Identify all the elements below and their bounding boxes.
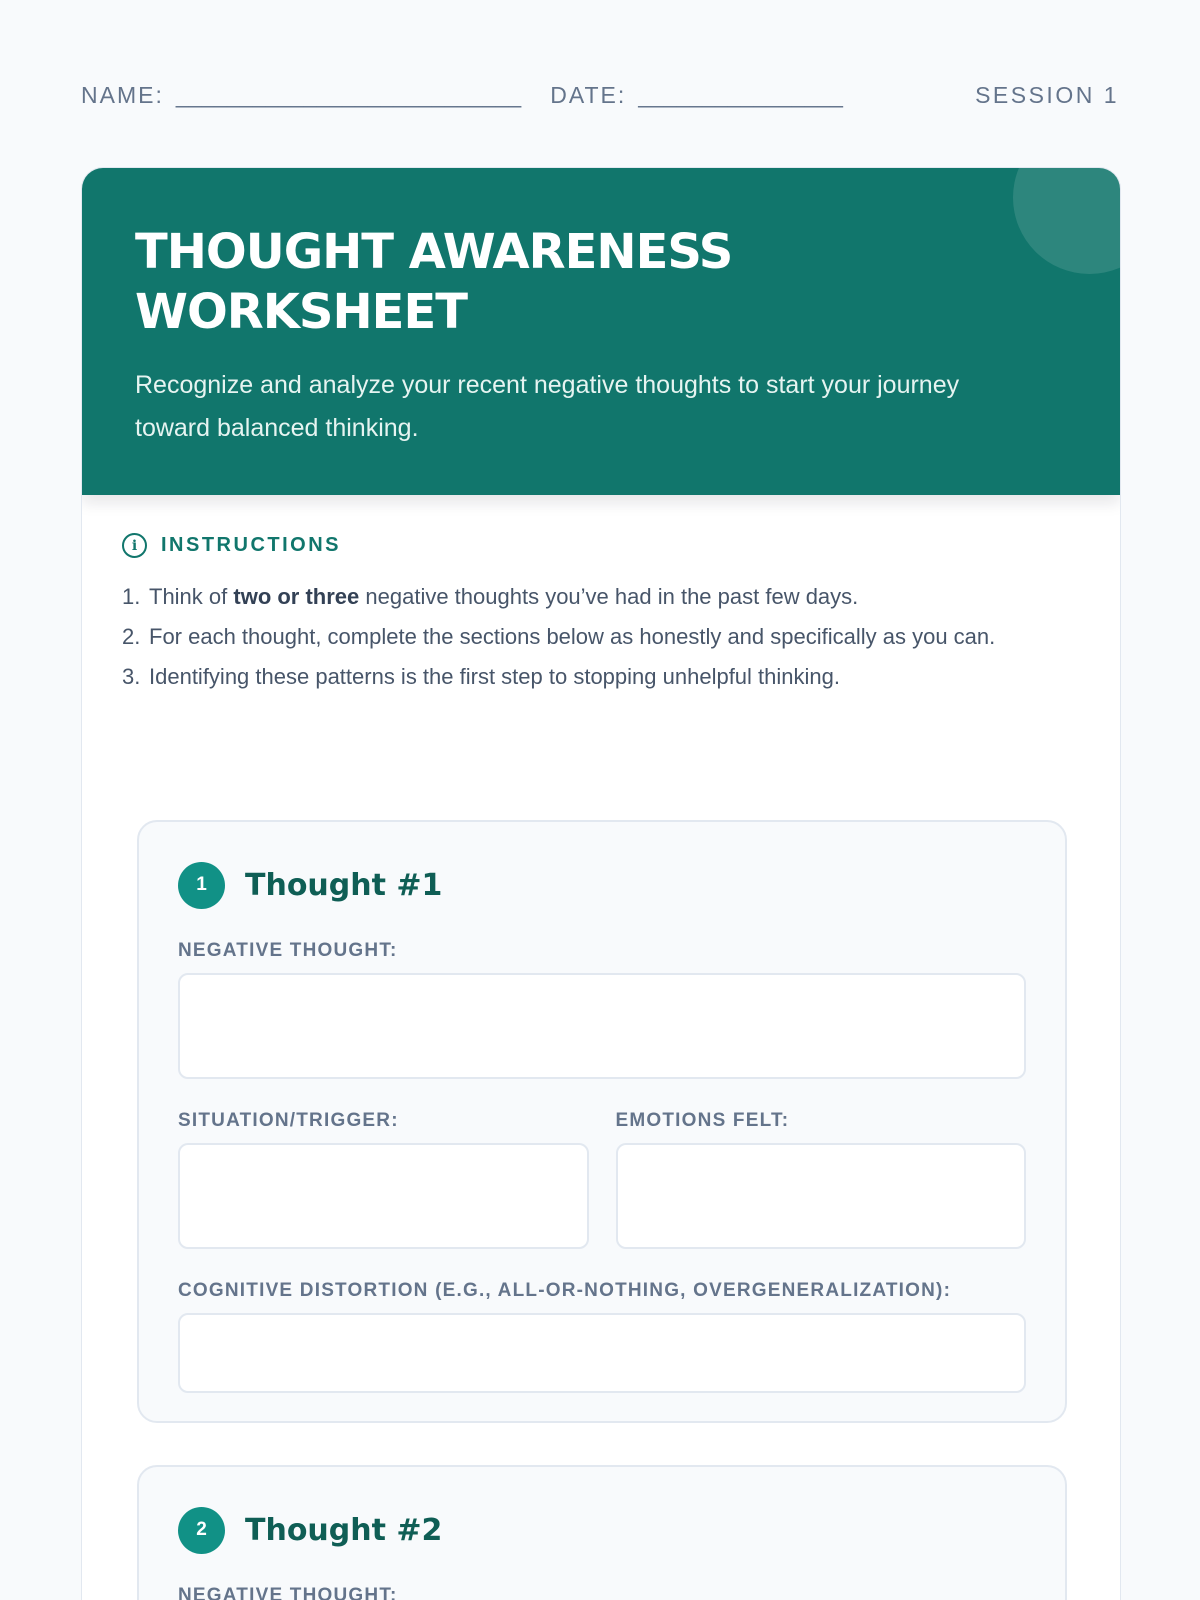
thought-header xyxy=(178,1506,1026,1554)
emotions-group xyxy=(616,1109,1027,1249)
instruction-text: For each thought, complete the sections below as honestly and specifically as you can. xyxy=(149,624,996,649)
hero-banner xyxy=(82,168,1120,495)
distortion-input[interactable] xyxy=(178,1313,1026,1393)
name-label: NAME: xyxy=(81,82,164,108)
emotions-input[interactable] xyxy=(616,1143,1027,1249)
date-label: DATE: xyxy=(550,82,627,108)
situation-label: SITUATION/TRIGGER: xyxy=(178,1110,399,1131)
instructions-header xyxy=(122,533,1080,558)
negative-thought-label: NEGATIVE THOUGHT: xyxy=(178,1585,398,1600)
instructions-list xyxy=(122,580,1080,693)
instruction-text: Identifying these patterns is the first step to stopping unhelpful thinking. xyxy=(149,664,840,689)
instructions-title: INSTRUCTIONS xyxy=(161,534,341,556)
instruction-text-bold: two or three xyxy=(233,584,360,609)
instruction-text-pre: Think of xyxy=(149,584,234,609)
decorative-circle xyxy=(1013,168,1120,274)
situation-input[interactable] xyxy=(178,1143,589,1249)
worksheet-card xyxy=(81,167,1121,1600)
instruction-number: 3. xyxy=(122,664,141,689)
meta-row xyxy=(81,82,1119,109)
instructions-section xyxy=(82,495,1120,693)
session-label: SESSION 1 xyxy=(975,82,1119,108)
thought-panel-1 xyxy=(137,820,1067,1423)
instruction-number: 2. xyxy=(122,624,141,649)
date-field xyxy=(550,82,843,109)
emotions-label: EMOTIONS FELT: xyxy=(615,1110,790,1131)
distortion-label: COGNITIVE DISTORTION (E.G., ALL-OR-NOTHING, OVERGENERALIZATION): xyxy=(178,1280,952,1301)
instruction-item xyxy=(122,620,1080,653)
situation-emotions-row xyxy=(178,1109,1026,1249)
name-field xyxy=(81,82,521,109)
negative-thought-input[interactable] xyxy=(178,973,1026,1079)
page-title: THOUGHT AWARENESS WORKSHEET xyxy=(135,224,733,340)
instruction-text-post: negative thoughts you’ve had in the past few days. xyxy=(359,584,859,609)
thought-header xyxy=(178,861,1026,909)
thought-title: Thought #2 xyxy=(245,1512,443,1548)
instruction-text xyxy=(149,580,858,613)
date-blank-line: ________________ xyxy=(638,82,843,108)
negative-thought-label: NEGATIVE THOUGHT: xyxy=(178,940,398,961)
thought-panel-2 xyxy=(137,1465,1067,1600)
instruction-item xyxy=(122,660,1080,693)
name-blank-line: ___________________________ xyxy=(175,82,522,108)
page-subtitle: Recognize and analyze your recent negative thoughts to start your journey toward balanced thinking. xyxy=(135,371,960,442)
distortion-group xyxy=(178,1279,1026,1393)
thought-number-badge: 2 xyxy=(178,1507,225,1554)
negative-thought-group xyxy=(178,939,1026,1079)
thought-title: Thought #1 xyxy=(245,867,443,903)
thought-number-badge: 1 xyxy=(178,862,225,909)
info-icon: i xyxy=(122,533,147,558)
situation-group xyxy=(178,1109,589,1249)
instruction-number: 1. xyxy=(122,584,141,609)
instruction-item xyxy=(122,580,1080,613)
negative-thought-group xyxy=(178,1584,1026,1600)
